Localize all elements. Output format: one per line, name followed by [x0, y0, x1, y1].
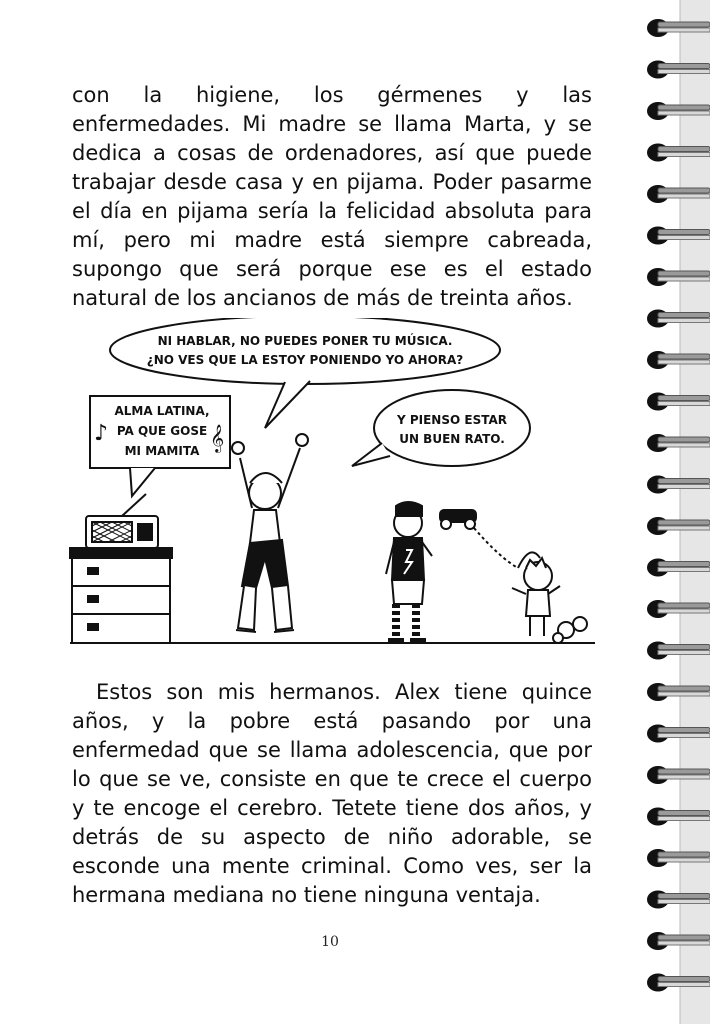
toy-car	[440, 510, 540, 568]
paragraph-2: Estos son mis hermanos. Alex tiene quince años, y la pobre está pasando por una enfermedad que se llama adolescencia, que por lo que se ve, consiste en que te crece el cuerpo y te encoge el cerebro. Tetete tiene dos años, y detrás de su aspecto de niño adorable, se esconde una mente criminal. Como ves, ser la hermana mediana no tiene ninguna ventaja.	[72, 680, 592, 907]
speech-bubble-right	[374, 390, 530, 466]
page-number: 10	[321, 934, 339, 950]
speech-bubble-top	[110, 318, 500, 384]
bubble-right-line-2: UN BUEN RATO.	[399, 432, 505, 446]
bubble-right-line-1: Y PIENSO ESTAR	[396, 413, 508, 427]
paragraph-1: con la higiene, los gérmenes y las enfermedades. Mi madre se llama Marta, y se dedica a cosas de ordenadores, así que puede trabajar desde casa y en pijama. Poder pasarme el día en pijama sería la felicidad absoluta para mí, pero mi madre está siempre cabreada, supongo que será porque ese es el estado natural de los ancianos de más de treinta años.	[72, 83, 592, 310]
alex-figure	[386, 502, 432, 640]
comic-illustration	[60, 318, 600, 678]
radio-line-3: MI MAMITA	[124, 444, 200, 458]
spiral-binding	[620, 0, 710, 1024]
bubble-top-line-2: ¿NO VES QUE LA ESTOY PONIENDO YO AHORA?	[146, 353, 464, 367]
dresser	[70, 548, 172, 643]
mother-figure	[232, 434, 308, 632]
radio	[86, 494, 158, 548]
bubble-top-line-1: NI HABLAR, NO PUEDES PONER TU MÚSICA.	[157, 334, 453, 348]
radio-line-1: ALMA LATINA,	[114, 404, 210, 418]
music-note-icon: ♪	[94, 421, 109, 446]
radio-line-2: PA QUE GOSE	[116, 424, 208, 438]
tetete-figure	[512, 558, 587, 643]
treble-clef-icon: 𝄞	[210, 424, 225, 452]
